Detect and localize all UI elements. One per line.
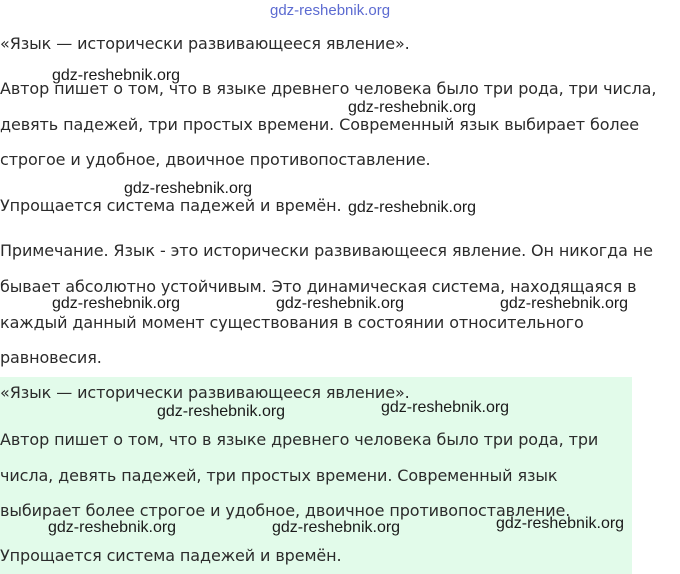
watermark: gdz-reshebnik.org — [52, 295, 181, 312]
watermark: gdz-reshebnik.org — [276, 295, 405, 312]
text-line: девять падежей, три простых времени. Современный язык выбирает более — [0, 115, 640, 134]
watermark: gdz-reshebnik.org — [496, 515, 625, 532]
answer-line: Упрощается система падежей и времён. — [0, 546, 342, 565]
watermark: gdz-reshebnik.org — [381, 399, 510, 416]
note-line: каждый данный момент существования в состоянии относительного — [0, 313, 584, 332]
watermark: gdz-reshebnik.org — [500, 295, 629, 312]
watermark: gdz-reshebnik.org — [157, 403, 286, 420]
quote-title: «Язык — исторически развивающееся явление». — [0, 34, 410, 53]
watermark: gdz-reshebnik.org — [348, 199, 477, 216]
answer-line: числа, девять падежей, три простых времени. Современный язык — [0, 466, 558, 485]
watermark: gdz-reshebnik.org — [348, 99, 477, 116]
watermark: gdz-reshebnik.org — [272, 519, 401, 536]
watermark: gdz-reshebnik.org — [52, 67, 181, 84]
watermark: gdz-reshebnik.org — [124, 180, 253, 197]
text-line: строгое и удобное, двоичное противопоставление. — [0, 150, 431, 169]
answer-line: выбирает более строгое и удобное, двоичное противопоставление. — [0, 501, 571, 520]
answer-line: Автор пишет о том, что в языке древнего человека было три рода, три — [0, 430, 599, 449]
answer-quote-title: «Язык — исторически развивающееся явление». — [0, 383, 410, 402]
note-line: Примечание. Язык - это исторически развивающееся явление. Он никогда не — [0, 241, 653, 260]
site-watermark-header: gdz-reshebnik.org — [270, 2, 391, 19]
text-line: Автор пишет о том, что в языке древнего человека было три рода, три числа, — [0, 79, 657, 98]
note-line: равновесия. — [0, 348, 102, 367]
note-line: бывает абсолютно устойчивым. Это динамическая система, находящаяся в — [0, 277, 637, 296]
watermark: gdz-reshebnik.org — [48, 519, 177, 536]
text-line: Упрощается система падежей и времён. — [0, 196, 342, 215]
